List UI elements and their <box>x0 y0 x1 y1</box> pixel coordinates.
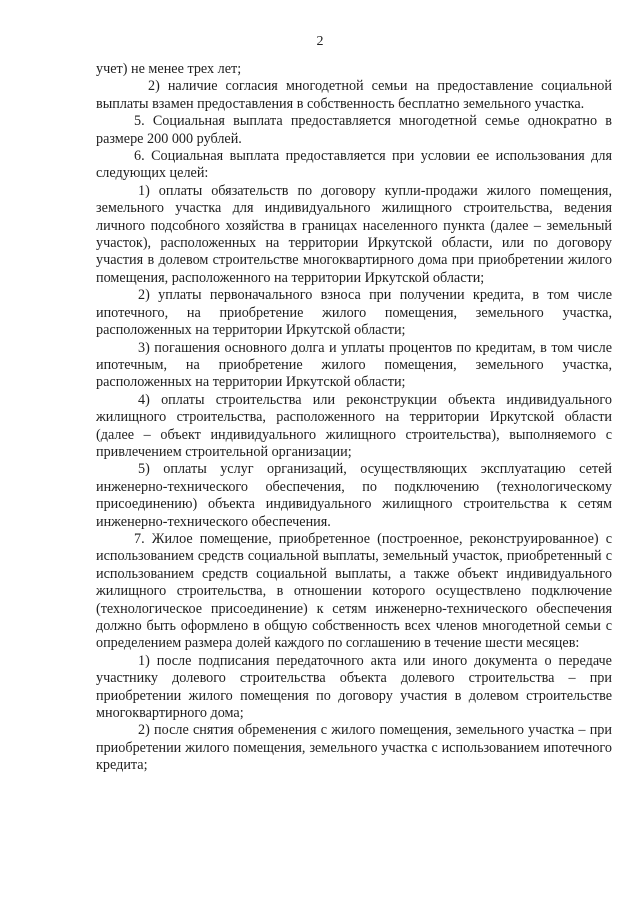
document-body <box>96 61 612 775</box>
paragraph-purpose-5: 5) оплаты услуг организаций, осуществляющих эксплуатацию сетей инженерно-технического обеспечения, по подключению (технологическому присоединению) объекта индивидуального жилищного строительства к сетям инженерно-технического обеспечения. <box>96 461 612 530</box>
paragraph-term-1: 1) после подписания передаточного акта или иного документа о передаче участнику долевого строительства объекта долевого строительства – при приобретении жилого помещения по договору участия в долевом строительстве многоквартирного дома; <box>96 652 612 722</box>
paragraph-item-2-consent: 2) наличие согласия многодетной семьи на предоставление социальной выплаты взамен предоставления в собственность бесплатно земельного участка. <box>96 78 612 112</box>
paragraph-purpose-2: 2) уплаты первоначального взноса при получении кредита, в том числе ипотечного, на приобретение жилого помещения, земельного участка, расположенных на территории Иркутской области; <box>96 287 612 339</box>
paragraph-term-2: 2) после снятия обременения с жилого помещения, земельного участка – при приобретении жилого помещения, земельного участка с использованием ипотечного кредита; <box>96 722 612 774</box>
page-number: 2 <box>316 34 324 49</box>
paragraph-clause-7: 7. Жилое помещение, приобретенное (построенное, реконструированное) с использованием средств социальной выплаты, земельный участок, приобретенный с использованием средств социальной выплаты, а также объект индивидуального жилищного строительства, в отношении которого осуществлено подключение (технологическое присоединение) к сетям инженерно-технического обеспечения должно быть оформлено в общую собственность всех членов многодетной семьи с определением размера долей каждого по соглашению в течение шести месяцев: <box>96 530 612 652</box>
paragraph-purpose-3: 3) погашения основного долга и уплаты процентов по кредитам, в том числе ипотечным, на приобретение жилого помещения, земельного участка, расположенных на территории Иркутской области; <box>96 339 612 391</box>
paragraph-purpose-4: 4) оплаты строительства или реконструкции объекта индивидуального жилищного строительства, расположенного на территории Иркутской области (далее – объект индивидуального жилищного строительства), выполняемого с привлечением строительной организации; <box>96 391 612 460</box>
paragraph-continuation: учет) не менее трех лет; <box>96 61 242 77</box>
paragraph-purpose-1: 1) оплаты обязательств по договору купли-продажи жилого помещения, земельного участка для индивидуального жилищного строительства, ведения личного подсобного хозяйства в границах населенного пункта (далее – земельный участок), расположенных на территории Иркутской области, или по договору участия в долевом строительстве многоквартирного дома при приобретении жилого помещения, расположенного на территории Иркутской области; <box>96 182 612 286</box>
paragraph-clause-6: 6. Социальная выплата предоставляется при условии ее использования для следующих целей: <box>96 148 612 182</box>
paragraph-clause-5: 5. Социальная выплата предоставляется многодетной семье однократно в размере 200 000 рублей. <box>96 113 612 147</box>
